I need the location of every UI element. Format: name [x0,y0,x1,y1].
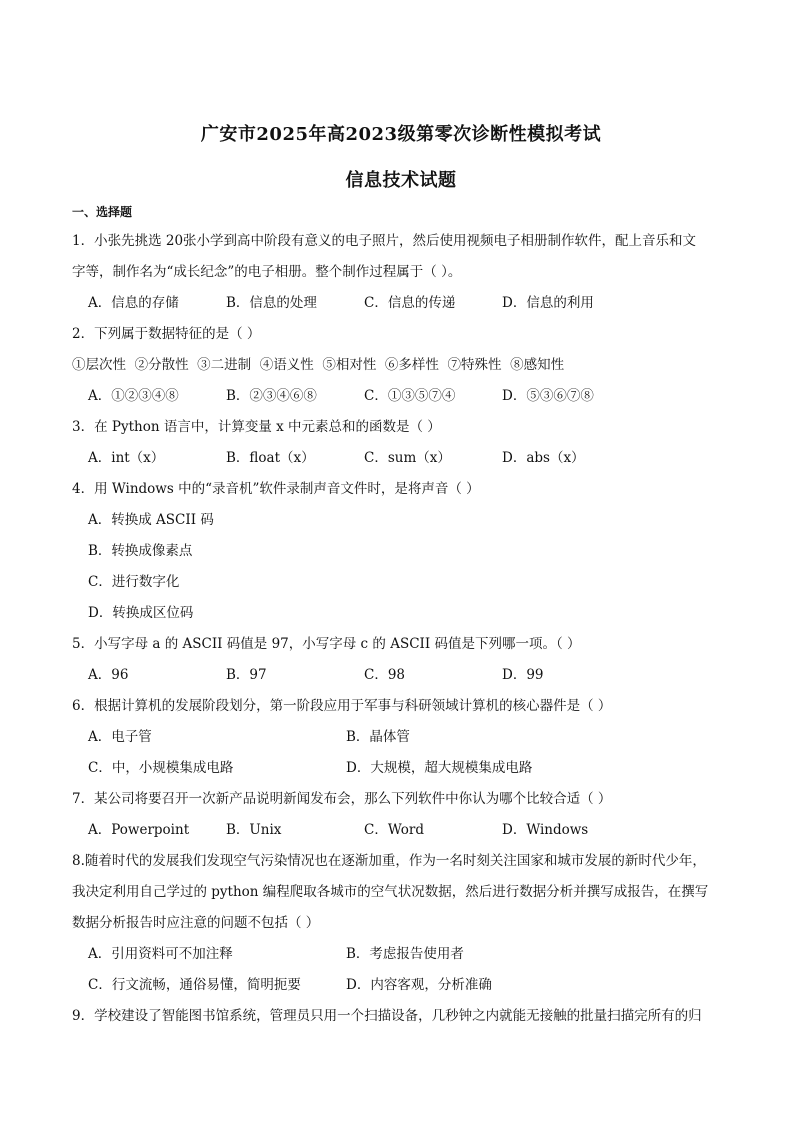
question-7-options [72,815,730,846]
option-a: A．转换成 ASCII 码 [88,512,214,528]
question-8-stem-line3: 数据分析报告时应注意的问题不包括（ ） [72,915,320,931]
question-6-options-row1 [72,722,730,753]
option-c: C．98 [364,667,406,683]
option-b: B．float（x） [226,450,315,466]
question-2-options [72,381,730,412]
question-9 [72,1001,730,1032]
question-8 [72,846,730,1001]
question-1 [72,226,730,319]
question-7-stem: 7．某公司将要召开一次新产品说明新闻发布会，那么下列软件中你认为哪个比较合适（ ） [72,791,612,807]
question-8-options-row1 [72,939,730,970]
question-3-stem: 3．在 Python 语言中，计算变量 x 中元素总和的函数是（ ） [72,419,441,435]
exam-title: 广安市2025年高2023级第零次诊断性模拟考试 [200,124,602,145]
question-3-options [72,443,730,474]
option-a: A．96 [88,667,129,683]
question-4-stem: 4．用 Windows 中的“录音机”软件录制声音文件时，是将声音（ ） [72,481,480,497]
question-2-features: ①层次性 ②分散性 ③二进制 ④语义性 ⑤相对性 ⑥多样性 ⑦特殊性 ⑧感知性 [72,357,565,373]
option-d: D．转换成区位码 [88,605,194,621]
option-a: A．Powerpoint [88,822,190,838]
option-a: A．①②③④⑧ [88,388,179,404]
question-8-options-row2 [72,970,730,1001]
option-b: B．Unix [226,822,282,838]
question-9-stem-line1: 9．学校建设了智能图书馆系统，管理员只用一个扫描设备，几秒钟之内就能无接触的批量扫描完所有的归 [72,1008,702,1024]
question-1-stem-line2: 字等，制作名为“成长纪念”的电子相册。整个制作过程属于（ ）。 [72,264,462,280]
option-d: D．大规模，超大规模集成电路 [346,760,533,776]
option-c: C．进行数字化 [88,574,180,590]
question-7 [72,784,730,846]
exam-subject-title: 信息技术试题 [345,170,457,191]
question-2-stem: 2．下列属于数据特征的是（ ） [72,326,261,342]
option-b: B．97 [226,667,267,683]
section-heading: 一、选择题 [72,205,133,219]
option-c: C．①③⑤⑦④ [364,388,456,404]
question-5-options [72,660,730,691]
option-a: A．int（x） [88,450,165,466]
option-d: D．信息的利用 [502,295,594,311]
question-3 [72,412,730,474]
question-1-options [72,288,730,319]
option-b: B．转换成像素点 [88,543,193,559]
option-b: B．②③④⑥⑧ [226,388,317,404]
question-6 [72,691,730,784]
option-d: D．内容客观，分析准确 [346,977,492,993]
option-d: D．abs（x） [502,450,585,466]
question-4 [72,474,730,629]
option-b: B．晶体管 [346,729,410,745]
question-2 [72,319,730,412]
option-a: A．引用资料可不加注释 [88,946,233,962]
question-8-stem-line1: 8.随着时代的发展我们发现空气污染情况也在逐渐加重，作为一名时刻关注国家和城市发展的新时代少年， [72,853,706,869]
option-c: C．行文流畅，通俗易懂，简明扼要 [88,977,301,993]
question-6-options-row2 [72,753,730,784]
question-5 [72,629,730,691]
option-a: A．电子管 [88,729,152,745]
question-6-stem: 6．根据计算机的发展阶段划分，第一阶段应用于军事与科研领域计算机的核心器件是（ ） [72,698,612,714]
option-b: B．考虑报告使用者 [346,946,464,962]
option-b: B．信息的处理 [226,295,317,311]
option-c: C．Word [364,822,425,838]
question-8-stem-line2: 我决定利用自己学过的 python 编程爬取各城市的空气状况数据，然后进行数据分析并撰写成报告，在撰写 [72,884,709,900]
option-a: A．信息的存储 [88,295,179,311]
question-5-stem: 5．小写字母 a 的 ASCII 码值是 97，小写字母 c 的 ASCII 码值是下列哪一项。（ ） [72,636,581,652]
option-d: D．⑤③⑥⑦⑧ [502,388,594,404]
option-c: C．信息的传递 [364,295,456,311]
option-c: C．中，小规模集成电路 [88,760,234,776]
option-d: D．Windows [502,822,589,838]
option-d: D．99 [502,667,544,683]
option-c: C．sum（x） [364,450,451,466]
question-1-stem-line1: 1．小张先挑选 20张小学到高中阶段有意义的电子照片，然后使用视频电子相册制作软件，配上音乐和文 [72,233,697,249]
